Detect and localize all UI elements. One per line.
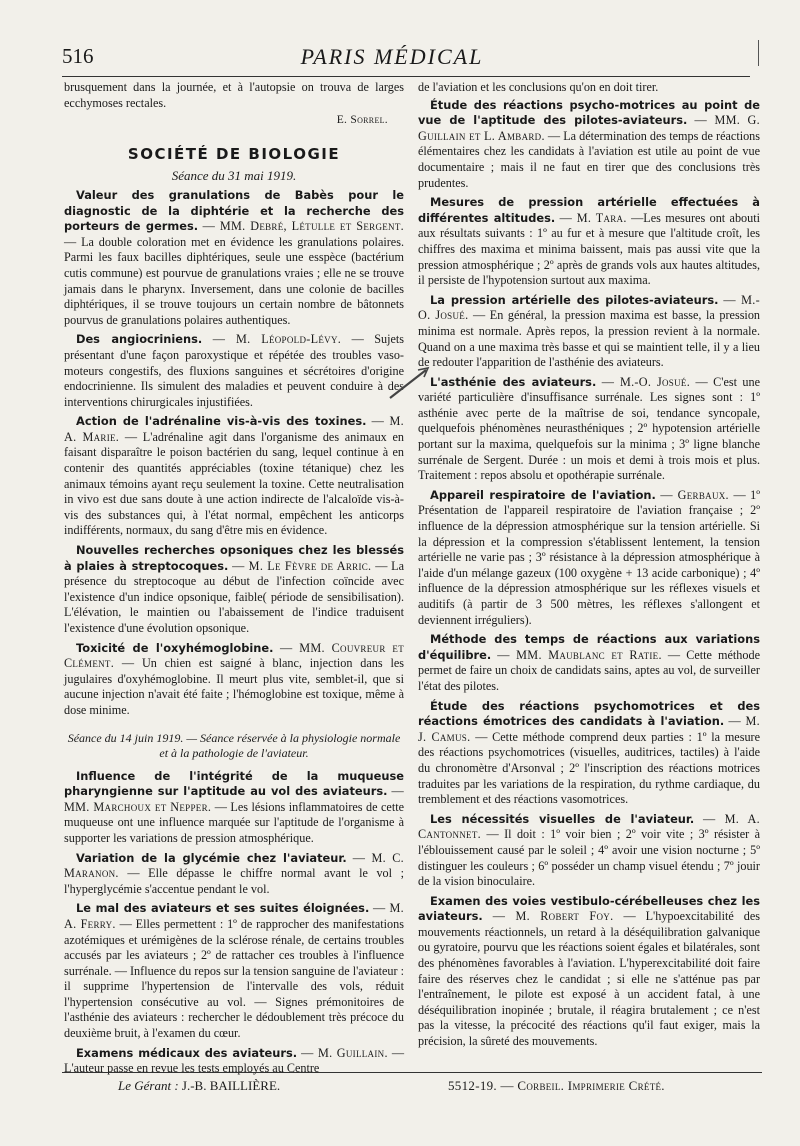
- entry-authors: — M. A. Cantonnet.: [418, 811, 760, 842]
- journal-title: PARIS MÉDICAL: [300, 44, 484, 69]
- footer-rule: [62, 1072, 762, 1073]
- entry: [418, 812, 760, 890]
- page-header: [62, 44, 762, 74]
- entry-title: Étude des réactions psychomotrices et des réactions émotrices des candidats à l'aviation.: [418, 698, 760, 729]
- entry-title: L'asthénie des aviateurs.: [430, 374, 597, 389]
- continuation-paragraph: de l'aviation et les conclusions qu'on en doit tirer.: [418, 80, 659, 94]
- entry: [64, 851, 404, 898]
- session-heading-1: Séance du 31 mai 1919.: [171, 168, 297, 184]
- entry-authors: — MM. Marchoux et Nepper.: [64, 784, 404, 814]
- intro-paragraph: brusquement dans la journée, et à l'autopsie on trouva de larges ecchymoses rectales.: [64, 80, 404, 110]
- entry: [418, 195, 760, 289]
- entry-authors: — MM. Debré, Létulle et Sergent.: [202, 219, 405, 234]
- entry: [418, 488, 760, 628]
- entry-text: — L'hypoexcitabilité des mouvements réactionnels, un retard à la déséquilibration galvanique ou gyratoire, pourvu que les réactions soient égales et bilatérales, sont des phénomènes favorables à l'aviation. L'hyperexcitabilité doit faire faire des réserves chez le candidat ; si elle ne s'atténue pas par l'entraînement, le pilote est exposé à un accident fatal, à une déséquilibration inopinée ; brutale, il réagira brutalement ; ce n'est pas la vitesse, la précocité des réactions qu'il faut exiger, mais la précision, la sûreté des mouvements.: [418, 909, 760, 1049]
- footer-manager-name: J.-B. BAILLIÈRE.: [181, 1078, 281, 1093]
- page-edge-mark: [758, 40, 759, 66]
- entry-title: Étude des réactions psycho-motrices au point de vue de l'aptitude des pilotes-aviateurs.: [418, 97, 760, 128]
- left-column: [64, 80, 404, 1079]
- entry-title: Examens médicaux des aviateurs.: [76, 1045, 298, 1060]
- entry: [64, 901, 404, 1041]
- entry-title: Mesures de pression artérielle effectuées à différentes altitudes.: [418, 195, 760, 225]
- entry: [418, 375, 760, 484]
- right-column: [418, 80, 760, 1052]
- entry: [64, 332, 404, 410]
- entry-title: Valeur des granulations de Babès pour le diagnostic de la diphtérie et la recherche des porteurs de germes.: [64, 187, 404, 234]
- entry-text: — Elle dépasse le chiffre normal avant le vol ; l'hyperglycémie s'accentue pendant le vol.: [64, 866, 404, 896]
- entry-text: — L'auteur passe en revue les tests employés au Centre: [64, 1045, 405, 1076]
- page-number: 516: [62, 44, 94, 68]
- session-heading-2: Séance du 14 juin 1919. — Séance réservée à la physiologie normale et à la pathologie de l'aviateur.: [67, 730, 401, 760]
- entry-title: Le mal des aviateurs et ses suites éloignées.: [76, 901, 370, 916]
- entry: [418, 293, 760, 371]
- entry-authors: — M. A. Ferry.: [64, 901, 405, 931]
- entry: [418, 699, 760, 808]
- entry-title: La pression artérielle des pilotes-aviateurs.: [430, 292, 719, 307]
- entry-authors: — M. J. Camus.: [418, 714, 760, 744]
- entry-text: — C'est une variété particulière d'insuffisance surrénale. Les signes sont : 1º asthénie avec perte de la maîtrise de soi, tendance syncopale, quelquefois phénomènes neurasthéniques ; 2º hypotension artérielle portant sur la maxima, quelquefois sur la minima ; 3º ligne blanche surrénale de Sergent. Durée : un mois et demi à trois mois et plus. Traitement : repos absolu et opothérapie surrénale.: [418, 374, 761, 483]
- entry-text: — Elles permettent : 1º de rapprocher des manifestations azotémiques et urémigènes de la sclérose rénale, de certains troubles accusés par les aviateurs ; 2º de rattacher ces troubles à l'influence surrénale. — Influence du repos sur la tension sanguine de l'aviateur : il supprime l'hypertension de l'intervalle des vols, réduit l'hypertension consécutive au vol. — Signes prémonitoires de l'asthénie des aviateurs : rechercher le dédoublement très précoce du deuxième bruit, à l'examen du cœur.: [64, 916, 404, 1041]
- entry-title: Méthode des temps de réactions aux variations d'équilibre.: [418, 632, 760, 662]
- entry-title: Examen des voies vestibulo-cérébelleuses chez les aviateurs.: [418, 893, 760, 924]
- entry-authors: — M. Guillain.: [301, 1045, 388, 1060]
- entry-title: Des angiocriniens.: [76, 332, 203, 347]
- entry-text: — Cette méthode comprend deux parties : 1º la mesure des réactions psychomotrices (visuelles, auditrices, tactiles) à l'aide du chronomètre d'Arsonval ; 2º l'inscription des réactions motrices traduites par les variations de la respiration, du rythme cardiaque, du tremblement et des réactions vasomotrices.: [418, 729, 761, 807]
- entry-text: — Il doit : 1º voir bien ; 2º voir vite ; 3º résister à l'éblouissement causé par le soleil ; 4º avoir une vision nocturne ; 5º distinguer les couleurs ; 6º posséder un champ visuel étendu ; 7º jouir de la vision binoculaire.: [418, 827, 760, 889]
- entry: [64, 414, 404, 539]
- entry-authors: — Gerbaux.: [660, 487, 729, 502]
- entry: [64, 641, 404, 719]
- entry-text: — Cette méthode permet de faire un choix de candidats sains, aptes au vol, de surveiller l'état des pilotes.: [418, 647, 761, 693]
- entry-title: Action de l'adrénaline vis-à-vis des toxines.: [76, 414, 367, 429]
- entry: [64, 188, 404, 328]
- entry: [64, 769, 404, 847]
- entry-authors: — M. Robert Foy.: [492, 909, 614, 924]
- entry-text: — Sujets présentant d'une façon paroxystique et répétée des troubles vaso-moteurs congestifs, des fluxions sanguines et sécrétoires d'origine endocrinienne. Ils simulent des maladies et peuvent conduire à des interventions chirurgicales injustifiées.: [64, 332, 405, 409]
- entry-authors: — M. C. Maranon.: [64, 850, 404, 881]
- entry: [64, 543, 404, 637]
- entry-title: Appareil respiratoire de l'aviation.: [430, 487, 656, 502]
- entry-authors: — M. Le Fèvre de Arric.: [232, 558, 372, 573]
- entry-authors: — M.-O. Josué.: [418, 292, 760, 323]
- entry: [418, 98, 760, 192]
- header-rule: [62, 76, 750, 77]
- entry-authors: — M. A. Marie.: [64, 414, 405, 444]
- entry-text: — La double coloration met en évidence les granulations polaires. Parmi les faux bacilles diphtériques, seule une esspèce (bactérium cutis commune) est pourvue de granulations vraies ; elle ne se trouve jamais dans le pharynx. Inversement, dans une colonie de bacilles diphtériques, il se trouve toujours un certain nombre de bâtonnets pourvus de granulations polaires authentiques.: [64, 234, 404, 327]
- entry-text: — L'adrénaline agit dans l'organisme des animaux en faisant disparaître le poison bactérien du sang, lequel continue à en contenir des quantités appréciables (toxine tétanique) chez les animaux témoins ayant reçu seulement la toxine. Cette neutralisation in vivo est due sans doute à une action indirecte de l'alcaloïde vis-à-vis des substances qui, à l'état normal, empêchent les anticorps indifférents, normaux, du sang d'être mis en évidence.: [64, 429, 404, 538]
- footer-manager: [118, 1078, 280, 1094]
- entry-authors: — M. Tara.: [559, 210, 627, 225]
- entry-text: — Les lésions inflammatoires de cette muqueuse ont une influence marquée sur l'aptitude de l'organisme à supporter les variations de pression atmosphérique.: [64, 799, 405, 845]
- entry-text: — La présence du streptocoque au début de l'infection coïncide avec l'existence d'un indice opsonique, faible( période de sensibilisation). L'élévation, le maintien ou l'abaissement de l'indice traduisent l'existence d'une évolution opsonique.: [64, 558, 405, 635]
- entry-text: —Les mesures ont abouti aux résultats suivants : 1º au fur et à mesure que l'altitude croît, les chiffres des maxima et minima baissent, mais pas aussi vite que la pression atmosphérique ; 2º après de grands vols aux hautes altitudes, il persiste de l'hypotension surtout aux maxima.: [418, 210, 761, 288]
- entry-authors: — MM. Maublanc et Ratie.: [497, 647, 662, 662]
- entry: [418, 632, 760, 694]
- entry-title: Influence de l'intégrité de la muqueuse pharyngienne sur l'aptitude au vol des aviateurs.: [64, 768, 404, 799]
- entry-title: Toxicité de l'oxyhémoglobine.: [76, 640, 274, 655]
- footer-manager-label: Le Gérant :: [118, 1078, 179, 1093]
- entry-authors: — M.-O. Josué.: [601, 374, 691, 389]
- entry-title: Variation de la glycémie chez l'aviateur.: [76, 850, 347, 865]
- entry-text: — Un chien est saigné à blanc, injection dans les jugulaires d'oxyhémoglobine. Il meurt plus vite, semblet-il, que si aucune injection n'avait été faite ; l'hémoglobine est toxique, même à dose minime.: [64, 656, 404, 717]
- footer-printer: 5512-19. — Corbeil. Imprimerie Crété.: [448, 1078, 665, 1093]
- society-title: SOCIÉTÉ DE BIOLOGIE: [127, 144, 341, 163]
- entry-title: Les nécessités visuelles de l'aviateur.: [430, 811, 695, 826]
- intro-signature: E. Sorrel.: [336, 114, 388, 127]
- entry: [418, 894, 760, 1050]
- entry-text: — La détermination des temps de réactions élémentaires chez les candidats à l'aviation est utile au point de vue documentaire ; mais il ne faut en tirer que des conclusions très prudentes.: [418, 128, 761, 190]
- entry-authors: — MM. Couvreur et Clément.: [64, 640, 405, 671]
- entry-title: Nouvelles recherches opsoniques chez les blessés à plaies à streptocoques.: [64, 543, 404, 573]
- entry-authors: — M. Léopold-Lévy.: [212, 332, 342, 347]
- entry-text: — En général, la pression maxima est basse, la pression minima est normale. Après repos, la pression revient à la normale. Quand on a une maxima très basse et qui se maintient telle, il y a lieu de redouter l'apparition de l'asthénie des aviateurs.: [418, 308, 761, 370]
- entry-authors: — MM. G. Guillain et L. Ambard.: [418, 113, 761, 143]
- entry-text: — 1º Présentation de l'appareil respiratoire de l'aviation française ; 2º influence de la dépression atmosphérique sur la tension artérielle. Si la dépression et la compression s'établissent lentement, la tension artérielle ne varie pas ; 3º résistance à la dépression atmosphérique à l'aide d'un mélange gazeux (100 oxygène + 13 acide carbonique) ; 4º influence de la dépression atmosphérique sur les réflexes visuels et auditifs (à partir de 3 500 mètres, les réflexes s'allongent et deviennent irréguliers).: [418, 487, 761, 627]
